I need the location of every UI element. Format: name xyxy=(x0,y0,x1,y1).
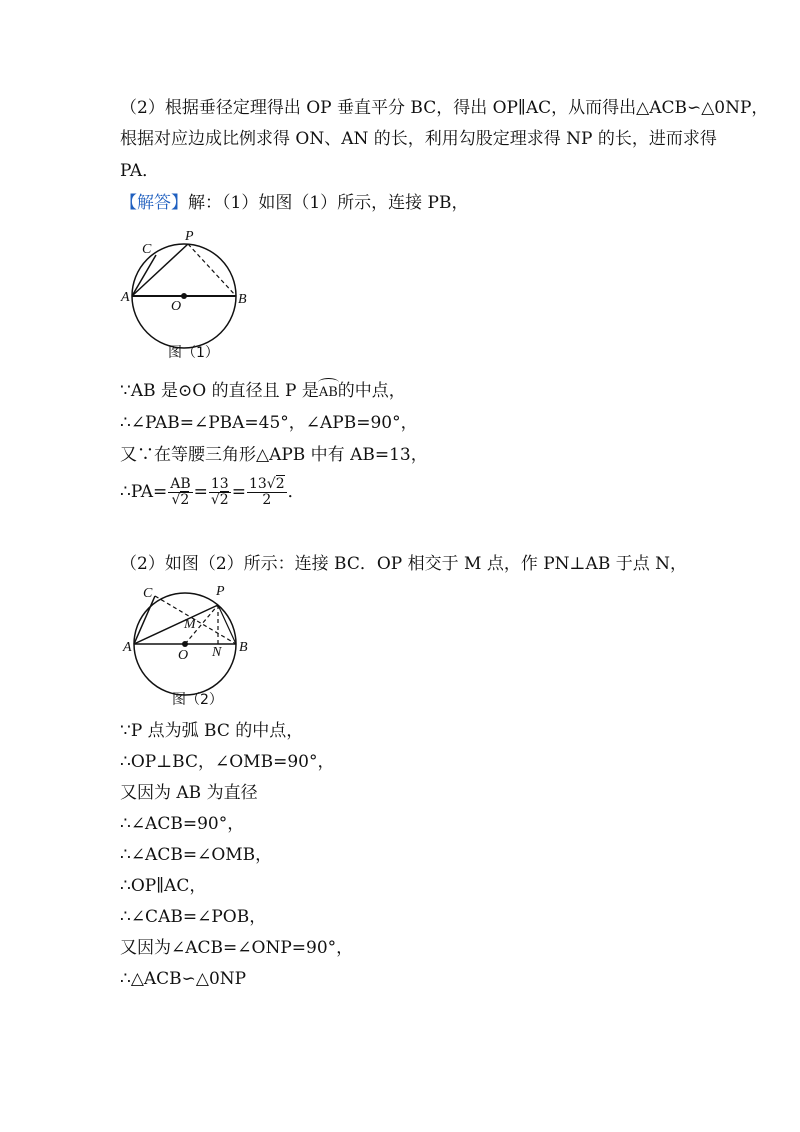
figure-1-caption: 图（1） xyxy=(168,345,219,361)
intro-line-3: PA． xyxy=(120,161,160,181)
part2-line-4: ∴∠ACB=90°， xyxy=(120,814,245,834)
center-point xyxy=(181,293,187,299)
intro-line-1: （2）根据垂径定理得出 OP 垂直平分 BC，得出 OP∥AC，从而得出△ACB∽△0NP， xyxy=(120,98,769,118)
chord-ap xyxy=(132,244,188,296)
label-b-2: B xyxy=(239,640,248,655)
part1-line-4: ∴PA= $\frac{AB}{√2}$ = $\frac{13}{√2}$ = $\frac{13√2}{2}$ ． xyxy=(120,476,305,508)
label-c-2: C xyxy=(143,586,153,601)
label-o-2: O xyxy=(178,648,189,663)
figure-2-caption: 图（2） xyxy=(172,692,223,708)
part2-line-8: 又因为∠ACB=∠ONP=90°， xyxy=(120,938,354,958)
fraction-3: $\frac{13√2}{2}$ xyxy=(248,476,285,508)
part2-line-9: ∴△ACB∽△0NP xyxy=(120,969,247,989)
label-p: P xyxy=(185,229,194,244)
label-m: M xyxy=(184,617,196,632)
label-a: A xyxy=(121,290,130,305)
intro-line-2: 根据对应边成比例求得 ON、AN 的长，利用勾股定理求得 NP 的长，进而求得 xyxy=(120,129,717,149)
label-n: N xyxy=(212,645,222,660)
part2-intro: （2）如图（2）所示：连接 BC．OP 相交于 M 点，作 PN⊥AB 于点 N， xyxy=(120,554,688,574)
segment-pb xyxy=(218,605,236,644)
part1-line-3: 又∵在等腰三角形△APB 中有 AB=13， xyxy=(120,445,428,465)
answer-text: 解：（1）如图（1）所示，连接 PB， xyxy=(188,193,469,213)
part2-line-7: ∴∠CAB=∠POB， xyxy=(120,907,267,927)
figure-1 xyxy=(118,228,263,368)
answer-tag: 【解答】 xyxy=(120,193,188,213)
part2-line-2: ∴OP⊥BC，∠OMB=90°， xyxy=(120,752,335,772)
answer-heading xyxy=(120,192,468,214)
part1-line-2: ∴∠PAB=∠PBA=45°，∠APB=90°， xyxy=(120,413,418,433)
label-o: O xyxy=(171,299,182,314)
chord-ac-2 xyxy=(134,596,155,644)
center-point-2 xyxy=(182,641,188,647)
part2-line-1: ∵P 点为弧 BC 的中点， xyxy=(120,721,304,741)
label-b: B xyxy=(238,292,247,307)
part2-line-6: ∴OP∥AC， xyxy=(120,876,207,896)
arc-ab: AB xyxy=(319,382,338,404)
label-p-2: P xyxy=(216,584,225,599)
part1-line-1: ∵AB 是⊙O 的直径且 P 是AB的中点， xyxy=(120,380,406,404)
label-c: C xyxy=(142,242,152,257)
fraction-2: $\frac{13}{√2}$ xyxy=(210,476,229,508)
figure-2 xyxy=(118,580,268,715)
fraction-1: $\frac{AB}{√2}$ xyxy=(170,476,191,508)
label-a-2: A xyxy=(123,640,132,655)
part2-line-3: 又因为 AB 为直径 xyxy=(120,783,258,803)
part2-line-5: ∴∠ACB=∠OMB， xyxy=(120,845,273,865)
